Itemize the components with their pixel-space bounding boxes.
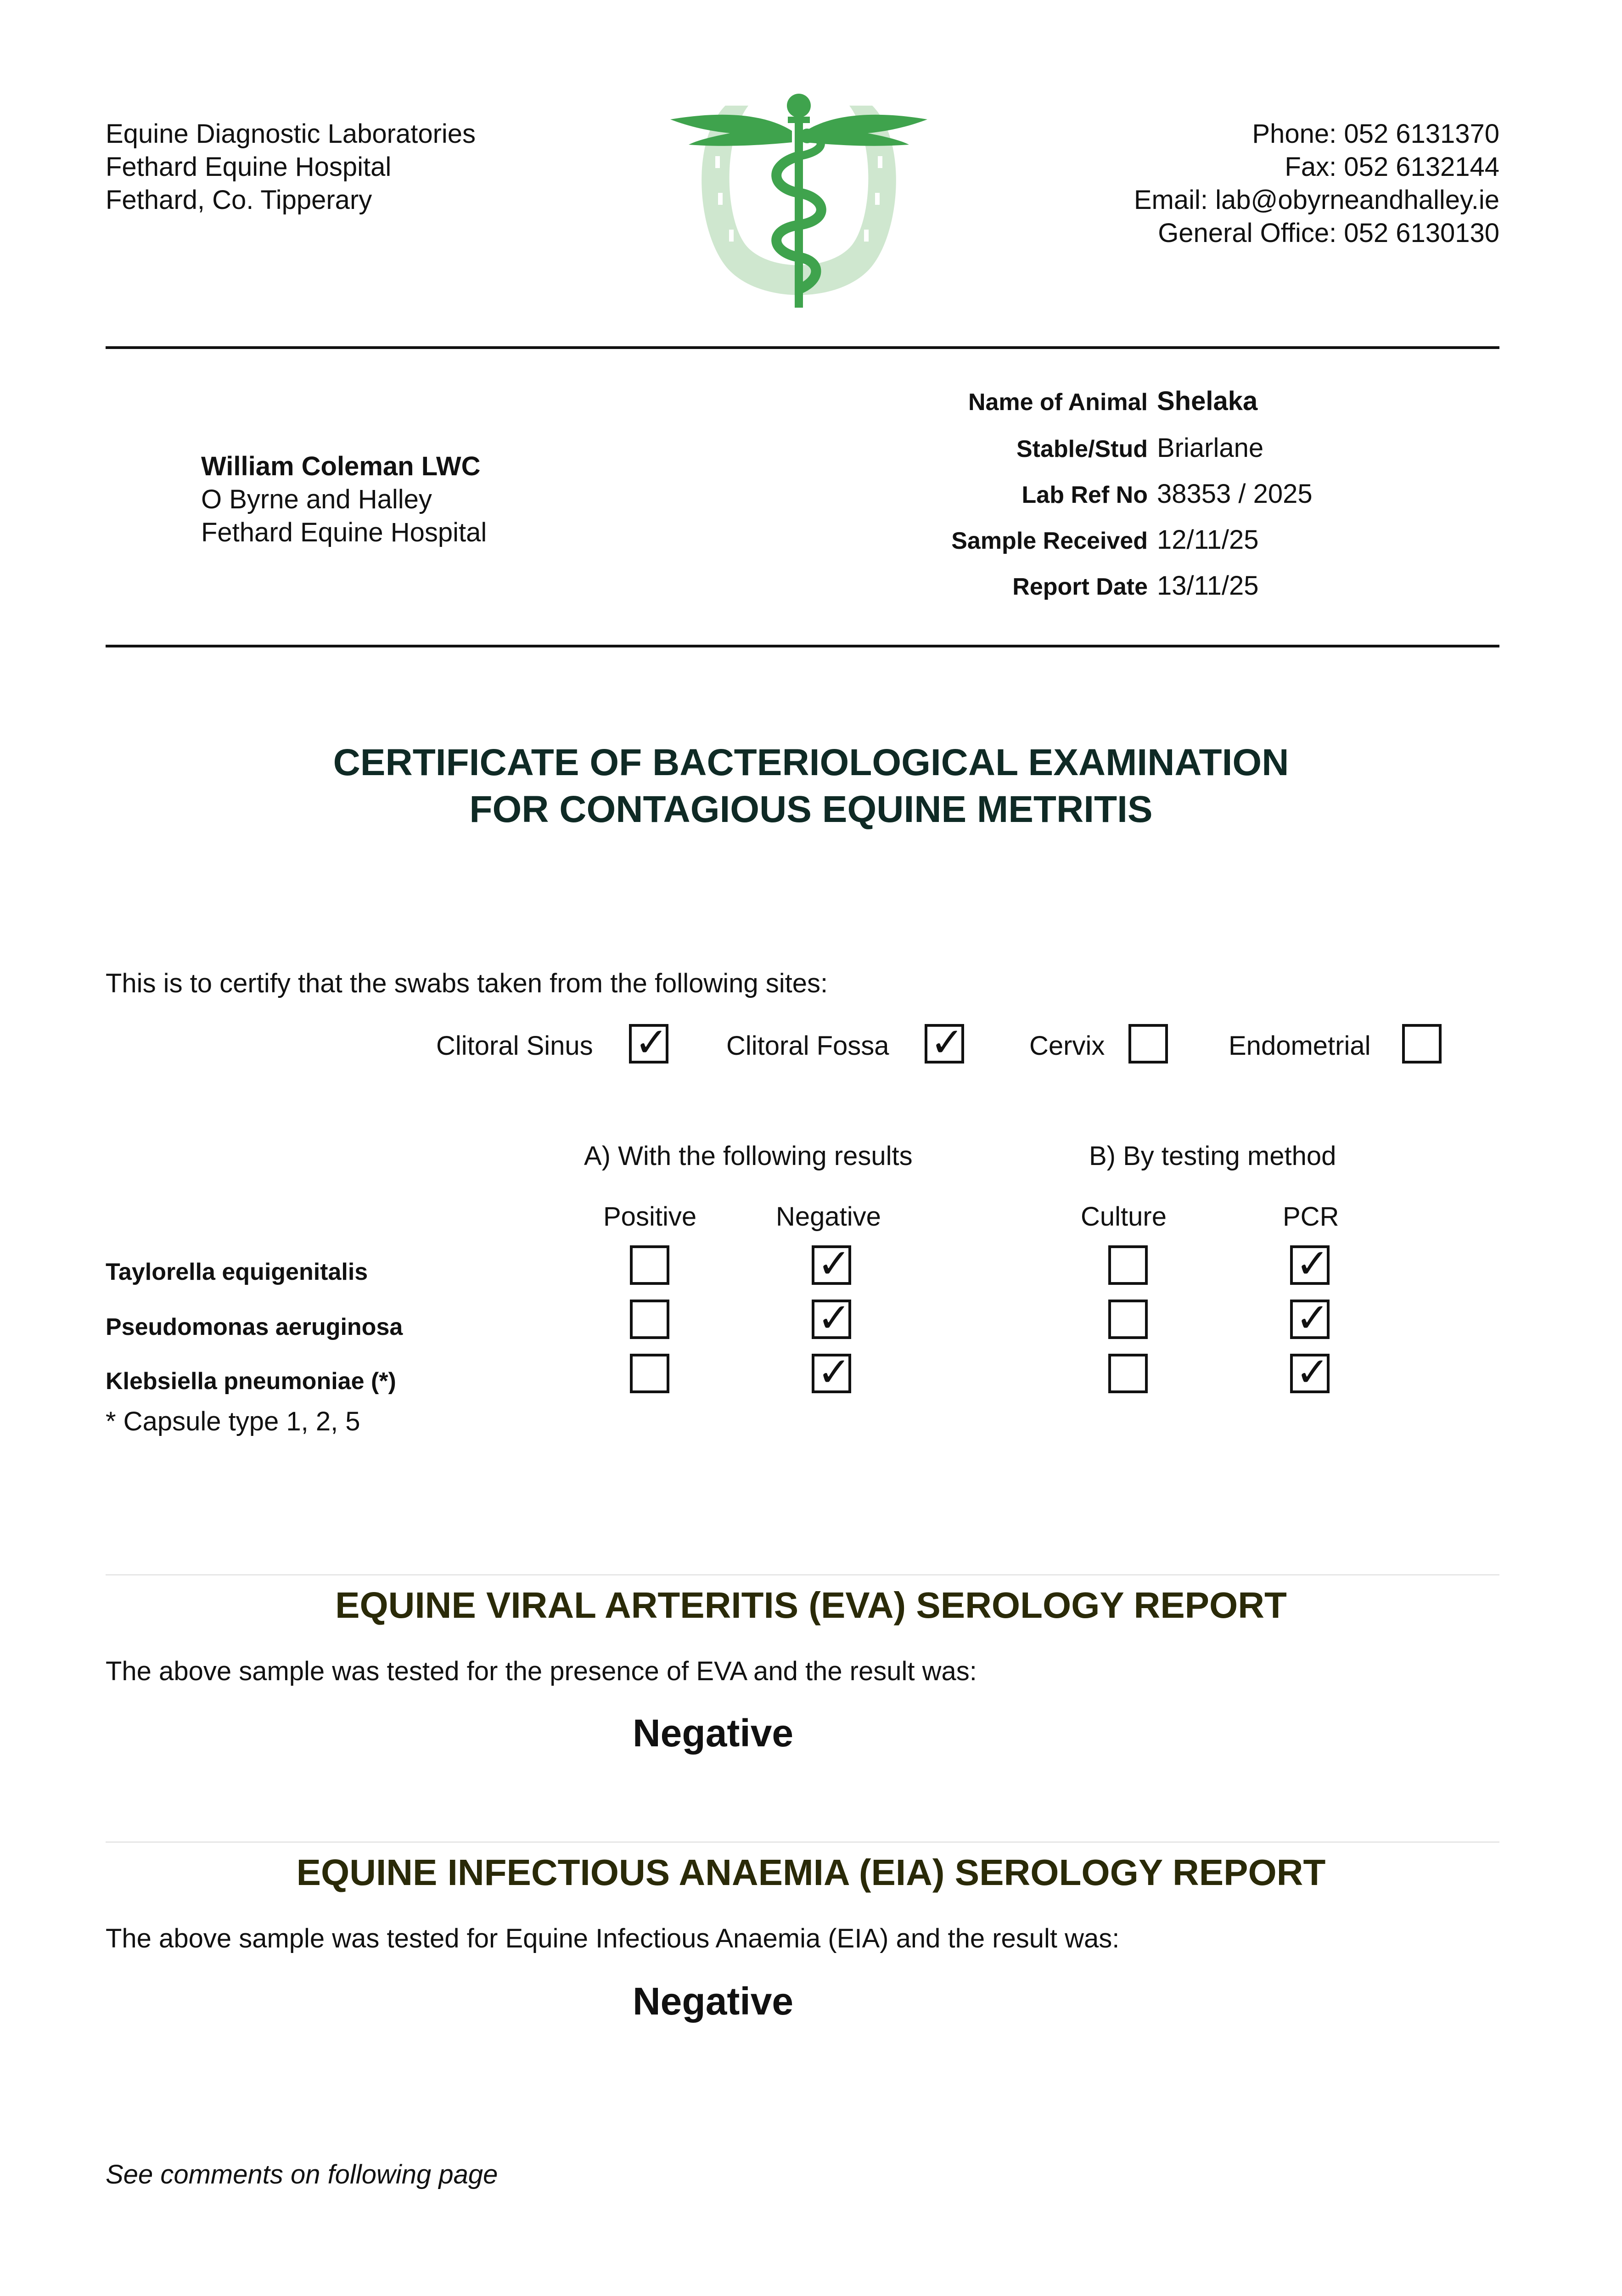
detail-label: Stable/Stud: [1016, 436, 1148, 462]
caduceus-horseshoe-icon: [661, 87, 937, 317]
col-negative: Negative: [776, 1202, 881, 1232]
eia-result: Negative: [633, 1980, 794, 2023]
eva-result: Negative: [633, 1711, 794, 1755]
certificate-title: [0, 739, 1622, 833]
col-positive: Positive: [603, 1202, 697, 1232]
animal-name: Shelaka: [1157, 386, 1258, 416]
pcr-checkbox[interactable]: [1290, 1240, 1330, 1287]
negative-checkbox[interactable]: [812, 1294, 851, 1341]
negative-checkbox[interactable]: [812, 1240, 851, 1287]
lab-ref-value: 38353 / 2025: [1157, 479, 1313, 509]
recipient-name: William Coleman LWC: [201, 451, 481, 481]
site-checkbox-endometrial[interactable]: [1402, 1024, 1442, 1064]
negative-checkbox[interactable]: [812, 1348, 851, 1396]
site-checkbox-clitoral-fossa[interactable]: [925, 1019, 964, 1066]
check-mark-icon: ✓: [817, 1348, 851, 1396]
site-checkbox-clitoral-sinus[interactable]: [629, 1019, 668, 1066]
culture-checkbox[interactable]: [1108, 1245, 1148, 1285]
positive-checkbox[interactable]: [630, 1300, 669, 1339]
organism-name: Pseudomonas aeruginosa: [106, 1314, 403, 1340]
check-mark-icon: ✓: [817, 1240, 851, 1287]
results-heading: A) With the following results: [584, 1141, 913, 1171]
detail-label: Lab Ref No: [1021, 482, 1148, 508]
details-rule: [106, 645, 1499, 647]
sample-received-value: 12/11/25: [1157, 525, 1259, 555]
col-pcr: PCR: [1283, 1202, 1339, 1232]
phone-line: Phone: 052 6131370: [1252, 119, 1499, 149]
check-mark-icon: ✓: [1296, 1240, 1330, 1287]
recipient-line: Fethard Equine Hospital: [201, 518, 487, 547]
positive-checkbox[interactable]: [630, 1245, 669, 1285]
stable-value: Briarlane: [1157, 433, 1264, 463]
pcr-checkbox[interactable]: [1290, 1348, 1330, 1396]
site-label: Cervix: [1029, 1031, 1105, 1061]
email-line: Email: lab@obyrneandhalley.ie: [1134, 185, 1499, 215]
eia-title: EQUINE INFECTIOUS ANAEMIA (EIA) SEROLOGY REPORT: [296, 1852, 1326, 1893]
footer-note: See comments on following page: [106, 2160, 498, 2189]
site-label: Clitoral Sinus: [436, 1031, 593, 1061]
col-culture: Culture: [1081, 1202, 1167, 1232]
eia-text: The above sample was tested for Equine Infectious Anaemia (EIA) and the result was:: [106, 1924, 1120, 1953]
certificate-title-line: FOR CONTAGIOUS EQUINE METRITIS: [469, 788, 1153, 830]
site-label: Endometrial: [1229, 1031, 1371, 1061]
check-mark-icon: ✓: [1296, 1348, 1330, 1396]
certify-intro: This is to certify that the swabs taken from the following sites:: [106, 968, 828, 998]
check-mark-icon: ✓: [1296, 1294, 1330, 1341]
certificate-title-line: CERTIFICATE OF BACTERIOLOGICAL EXAMINATION: [333, 742, 1289, 783]
culture-checkbox[interactable]: [1108, 1354, 1148, 1393]
lab-address-line: Fethard Equine Hospital: [106, 152, 392, 182]
lab-address-line: Equine Diagnostic Laboratories: [106, 119, 476, 149]
lab-contact: [1134, 118, 1499, 250]
eva-title: EQUINE VIRAL ARTERITIS (EVA) SEROLOGY REPORT: [335, 1585, 1287, 1626]
detail-label: Name of Animal: [968, 389, 1148, 416]
header-rule: [106, 346, 1499, 349]
recipient-block: [201, 450, 487, 549]
logo: [661, 87, 937, 317]
report-date-value: 13/11/25: [1157, 571, 1259, 601]
site-checkbox-cervix[interactable]: [1128, 1024, 1168, 1064]
method-heading: B) By testing method: [1089, 1141, 1336, 1171]
lab-address: [106, 118, 476, 217]
culture-checkbox[interactable]: [1108, 1300, 1148, 1339]
recipient-line: O Byrne and Halley: [201, 484, 432, 514]
organism-name: Taylorella equigenitalis: [106, 1259, 368, 1285]
eva-text: The above sample was tested for the presence of EVA and the result was:: [106, 1656, 977, 1686]
organism-name: Klebsiella pneumoniae (*): [106, 1368, 396, 1395]
eia-divider: [106, 1841, 1499, 1843]
capsule-footnote: * Capsule type 1, 2, 5: [106, 1407, 360, 1436]
positive-checkbox[interactable]: [630, 1354, 669, 1393]
check-mark-icon: ✓: [634, 1019, 668, 1066]
site-label: Clitoral Fossa: [726, 1031, 889, 1061]
fax-line: Fax: 052 6132144: [1285, 152, 1499, 182]
eva-divider: [106, 1574, 1499, 1576]
lab-address-line: Fethard, Co. Tipperary: [106, 185, 372, 215]
check-mark-icon: ✓: [817, 1294, 851, 1341]
detail-label: Report Date: [1012, 574, 1148, 600]
check-mark-icon: ✓: [930, 1019, 964, 1066]
pcr-checkbox[interactable]: [1290, 1294, 1330, 1341]
office-line: General Office: 052 6130130: [1158, 218, 1499, 248]
detail-label: Sample Received: [951, 528, 1148, 554]
